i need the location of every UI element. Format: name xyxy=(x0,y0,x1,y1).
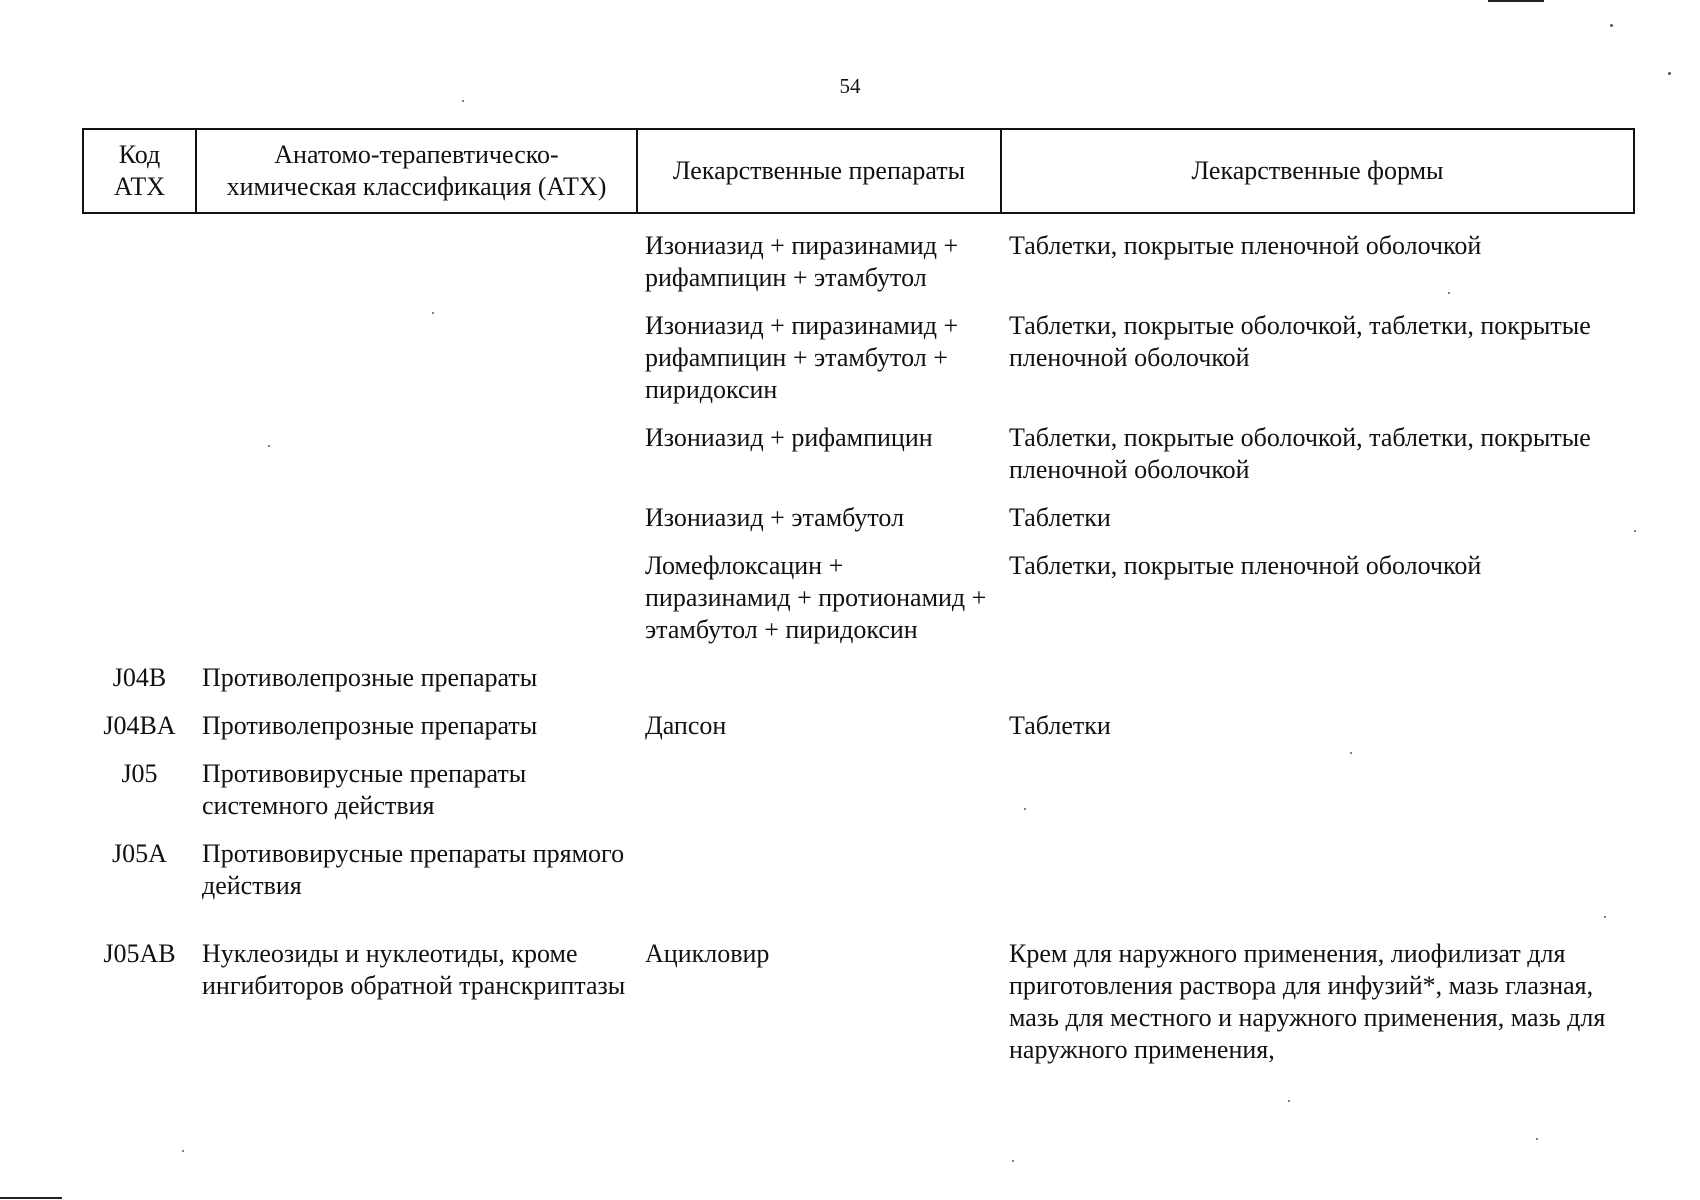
row-code xyxy=(83,486,196,534)
row-drug: Ломефлоксацин + пиразинамид + протионамид + этамбутол + пиридоксин xyxy=(645,551,987,644)
table-row xyxy=(83,213,1634,294)
row-forms: Крем для наружного применения, лиофилизат для приготовления раствора для инфузий*, мазь глазная, мазь для местного и наружного применения, мазь для наружного применения, xyxy=(1009,939,1606,1064)
header-drugs: Лекарственные препараты xyxy=(637,129,1001,213)
scan-speck xyxy=(1604,916,1606,918)
row-drug xyxy=(637,742,1001,822)
scan-speck xyxy=(1350,752,1352,754)
header-code-label: Код АТХ xyxy=(113,140,166,201)
row-forms: Таблетки xyxy=(1009,711,1111,740)
table-row xyxy=(83,294,1634,406)
row-forms: Таблетки, покрытые оболочкой, таблетки, покрытые пленочной оболочкой xyxy=(1009,311,1591,372)
scan-edge-mark-top xyxy=(1488,0,1544,2)
row-code xyxy=(83,294,196,406)
row-forms: Таблетки, покрытые пленочной оболочкой xyxy=(1009,231,1482,260)
header-code xyxy=(83,129,196,213)
row-code xyxy=(83,213,196,294)
table-row xyxy=(83,646,1634,694)
table-header-row xyxy=(83,129,1634,213)
table-row xyxy=(83,534,1634,646)
row-forms xyxy=(1001,742,1634,822)
row-classification: Нуклеозиды и нуклеотиды, кроме ингибиторов обратной транскриптазы xyxy=(202,939,626,1000)
row-drug: Изониазид + пиразинамид + рифампицин + этамбутол xyxy=(645,231,959,292)
scan-speck xyxy=(462,100,464,102)
table-row xyxy=(83,902,1634,1066)
row-drug: Ацикловир xyxy=(645,939,770,968)
scan-speck xyxy=(1448,292,1450,294)
table-row xyxy=(83,694,1634,742)
row-drug: Изониазид + пиразинамид + рифампицин + этамбутол + пиридоксин xyxy=(645,311,959,404)
page-number: 54 xyxy=(839,74,861,98)
header-forms: Лекарственные формы xyxy=(1001,129,1634,213)
scan-speck xyxy=(1634,530,1636,532)
row-classification xyxy=(196,294,637,406)
header-classification-label: Анатомо-терапевтическо-химическая классификация (АТХ) xyxy=(226,140,607,201)
scan-speck xyxy=(1536,1138,1538,1140)
table-row xyxy=(83,486,1634,534)
scan-speck xyxy=(1288,1100,1290,1102)
row-classification xyxy=(196,213,637,294)
row-code: J05AB xyxy=(103,939,176,968)
row-classification xyxy=(196,406,637,486)
row-code xyxy=(83,534,196,646)
row-forms xyxy=(1001,646,1634,694)
scan-speck xyxy=(1024,808,1026,810)
scan-speck xyxy=(1610,24,1613,27)
row-forms: Таблетки xyxy=(1009,503,1111,532)
row-classification: Противовирусные препараты прямого действия xyxy=(202,839,625,900)
scan-speck xyxy=(1012,1160,1014,1162)
scan-speck xyxy=(1668,72,1671,75)
table-row xyxy=(83,406,1634,486)
scan-speck xyxy=(182,1150,184,1152)
row-code: J05A xyxy=(112,839,167,868)
row-classification xyxy=(196,486,637,534)
scan-speck xyxy=(432,312,434,314)
scan-speck xyxy=(268,445,270,447)
row-code: J04BA xyxy=(103,711,176,740)
row-classification: Противолепрозные препараты xyxy=(202,663,538,692)
atc-table-container xyxy=(82,128,1633,1066)
row-forms: Таблетки, покрытые пленочной оболочкой xyxy=(1009,551,1482,580)
row-drug xyxy=(637,822,1001,902)
row-classification xyxy=(196,534,637,646)
header-classification xyxy=(196,129,637,213)
row-forms xyxy=(1001,822,1634,902)
row-classification: Противолепрозные препараты xyxy=(202,711,538,740)
row-drug xyxy=(637,646,1001,694)
atc-table xyxy=(82,128,1635,1066)
table-row xyxy=(83,742,1634,822)
row-code: J04B xyxy=(112,663,167,692)
scan-edge-mark-bottom xyxy=(0,1197,62,1199)
row-drug: Изониазид + этамбутол xyxy=(645,503,905,532)
row-classification: Противовирусные препараты системного действия xyxy=(202,759,527,820)
row-code xyxy=(83,406,196,486)
row-drug: Дапсон xyxy=(645,711,727,740)
row-forms: Таблетки, покрытые оболочкой, таблетки, покрытые пленочной оболочкой xyxy=(1009,423,1591,484)
row-drug: Изониазид + рифампицин xyxy=(645,423,933,452)
table-row xyxy=(83,822,1634,902)
row-code: J05 xyxy=(121,759,158,788)
